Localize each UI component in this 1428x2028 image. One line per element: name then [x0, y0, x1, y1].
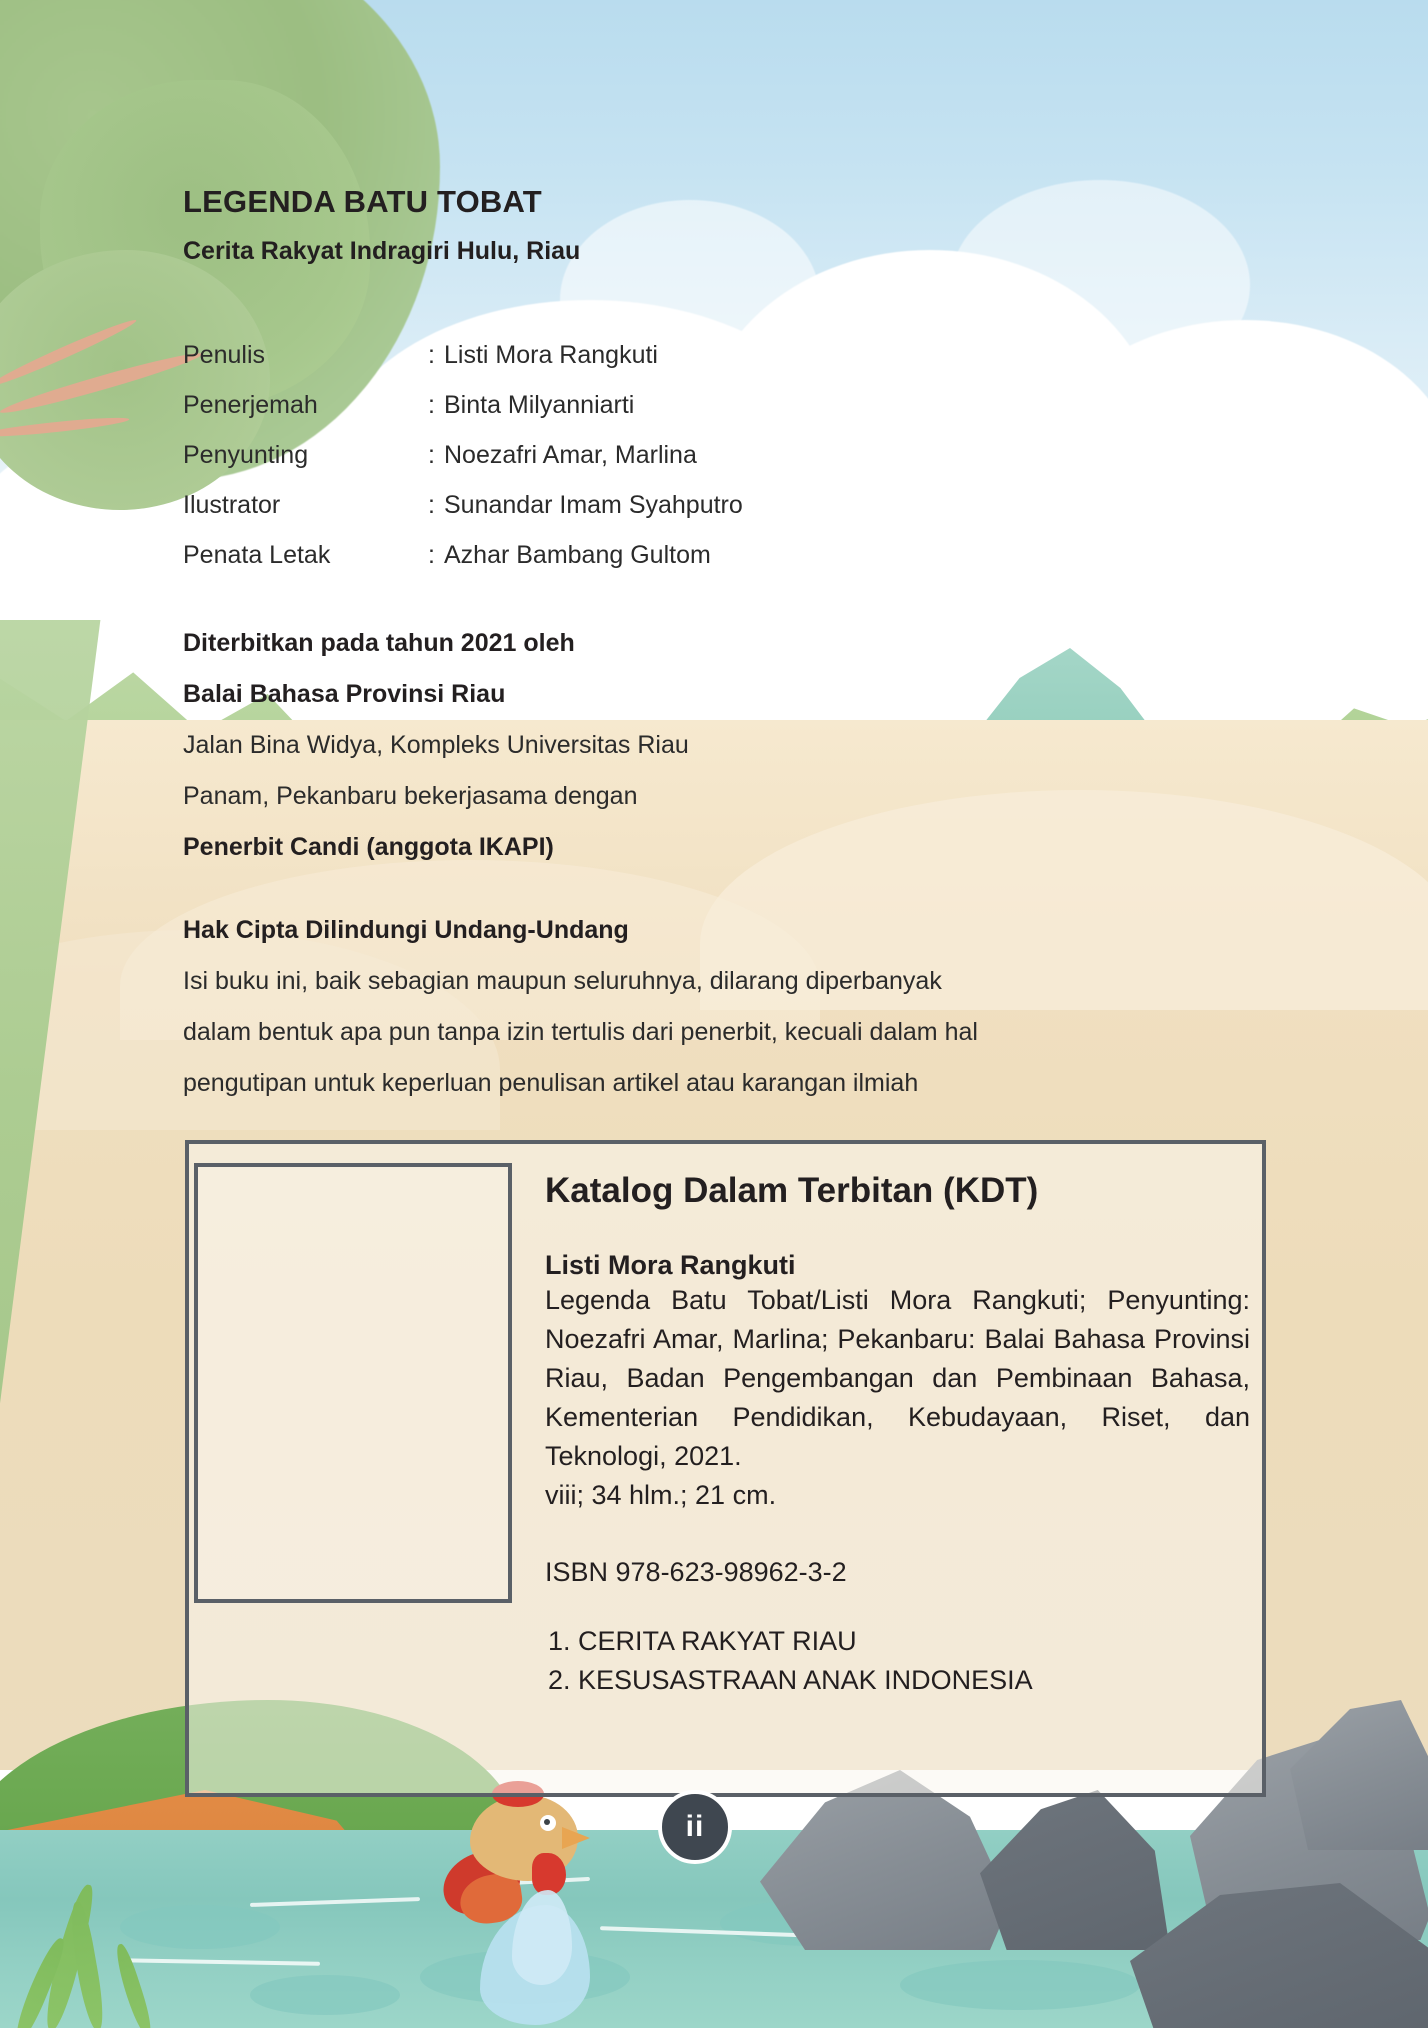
credit-role: Ilustrator: [183, 491, 281, 519]
publisher-year-line: Diterbitkan pada tahun 2021 oleh: [183, 629, 575, 657]
kdt-subject-2: 2. KESUSASTRAAN ANAK INDONESIA: [548, 1665, 1033, 1696]
kdt-author: Listi Mora Rangkuti: [545, 1250, 796, 1280]
copyright-heading: Hak Cipta Dilindungi Undang-Undang: [183, 916, 629, 944]
credits-list: [183, 330, 743, 580]
publisher-name: Balai Bahasa Provinsi Riau: [183, 680, 506, 708]
kdt-collation: viii; 34 hlm.; 21 cm.: [545, 1480, 777, 1511]
credit-name: Noezafri Amar, Marlina: [444, 441, 697, 469]
credit-separator: :: [428, 541, 435, 569]
credit-name: Listi Mora Rangkuti: [444, 341, 658, 369]
credit-separator: :: [428, 341, 435, 369]
kdt-subject-1: 1. CERITA RAKYAT RIAU: [548, 1626, 857, 1657]
copyright-line-2: dalam bentuk apa pun tanpa izin tertulis dari penerbit, kecuali dalam hal: [183, 1018, 978, 1046]
kdt-heading: Katalog Dalam Terbitan (KDT): [545, 1171, 1039, 1210]
copyright-line-1: Isi buku ini, baik sebagian maupun seluruhnya, dilarang diperbanyak: [183, 967, 942, 995]
credit-name: Binta Milyanniarti: [444, 391, 635, 419]
credit-separator: :: [428, 441, 435, 469]
kdt-body: Legenda Batu Tobat/Listi Mora Rangkuti; Penyunting: Noezafri Amar, Marlina; Pekanbaru: Balai Bahasa Provinsi Riau, Badan Pengembangan dan Pembinaan Bahasa, Kementerian Pendidikan, Kebudayaan, Riset, dan Teknologi, 2021.: [545, 1285, 1250, 1472]
kdt-isbn: ISBN 978-623-98962-3-2: [545, 1557, 847, 1588]
credit-separator: :: [428, 391, 435, 419]
credit-role: Penerjemah: [183, 391, 318, 419]
page-number-badge: ii: [658, 1790, 732, 1864]
credit-row: [183, 480, 743, 530]
publisher-address-line-2: Panam, Pekanbaru bekerjasama dengan: [183, 782, 638, 810]
page-title: LEGENDA BATU TOBAT: [183, 184, 542, 219]
credit-name: Azhar Bambang Gultom: [444, 541, 711, 569]
page-subtitle: Cerita Rakyat Indragiri Hulu, Riau: [183, 237, 581, 266]
publisher-address-line-1: Jalan Bina Widya, Kompleks Universitas Riau: [183, 731, 689, 759]
credit-row: [183, 430, 743, 480]
copyright-line-3: pengutipan untuk keperluan penulisan artikel atau karangan ilmiah: [183, 1069, 919, 1097]
credit-row: [183, 530, 743, 580]
credit-role: Penata Letak: [183, 541, 331, 569]
copyright-block: [183, 905, 1273, 1109]
credit-name: Sunandar Imam Syahputro: [444, 491, 743, 519]
credit-row: [183, 380, 743, 430]
publisher-block: [183, 618, 689, 873]
credit-separator: :: [428, 491, 435, 519]
copublisher-name: Penerbit Candi (anggota IKAPI): [183, 833, 554, 861]
title-block: [183, 183, 580, 266]
credit-row: [183, 330, 743, 380]
kdt-logo-placeholder-box: [194, 1163, 512, 1603]
kdt-content: [545, 1170, 1250, 1700]
credit-role: Penulis: [183, 341, 265, 369]
credit-role: Penyunting: [183, 441, 309, 469]
